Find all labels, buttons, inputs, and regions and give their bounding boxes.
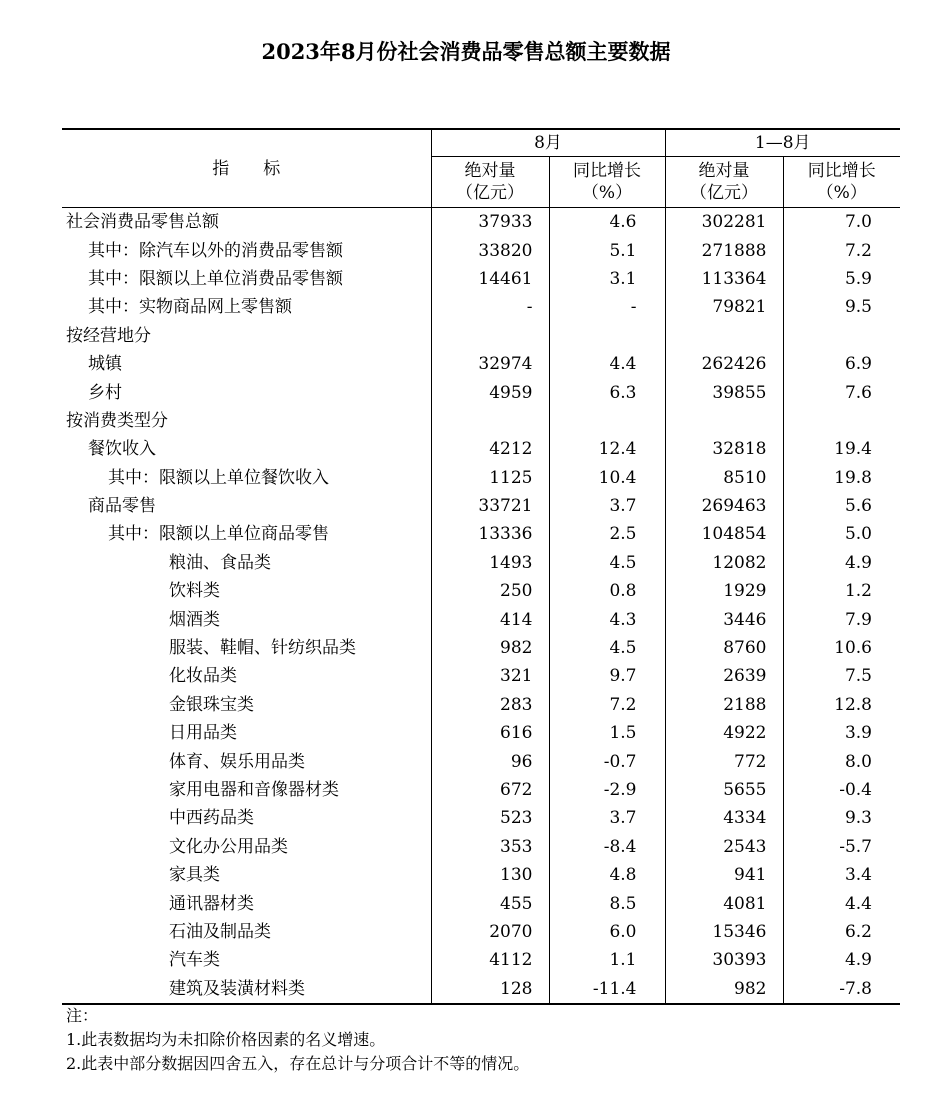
table-row (62, 747, 900, 775)
cell-aug-growth: 1.1 (549, 946, 665, 974)
cell-aug-growth: - (549, 293, 665, 321)
cell-jan-aug-absolute: 2543 (665, 833, 783, 861)
cell-aug-growth: 5.1 (549, 236, 665, 264)
table-row (62, 605, 900, 633)
header-abs-unit: （亿元） (456, 183, 524, 203)
header-abs-unit: （亿元） (690, 183, 758, 203)
cell-jan-aug-growth: 3.9 (783, 719, 900, 747)
cell-aug-growth: 0.8 (549, 577, 665, 605)
cell-aug-growth: 1.5 (549, 719, 665, 747)
cell-jan-aug-growth: -7.8 (783, 975, 900, 1004)
table-row (62, 662, 900, 690)
cell-jan-aug-growth: 7.9 (783, 605, 900, 633)
row-label: 社会消费品零售总额 (66, 212, 219, 233)
header-period-aug: 8月 (431, 129, 665, 157)
row-label: 按经营地分 (66, 325, 151, 346)
page-title: 2023年8月份社会消费品零售总额主要数据 (261, 39, 671, 64)
row-label: 金银珠宝类 (169, 694, 254, 715)
cell-aug-absolute: 523 (431, 804, 549, 832)
row-label: 餐饮收入 (88, 439, 156, 460)
cell-jan-aug-growth: 4.9 (783, 549, 900, 577)
cell-jan-aug-absolute: 941 (665, 861, 783, 889)
table-row (62, 265, 900, 293)
row-label: 体育、娱乐用品类 (169, 751, 305, 772)
cell-aug-growth (549, 322, 665, 350)
cell-aug-absolute: 616 (431, 719, 549, 747)
row-label: 其中：除汽车以外的消费品零售额 (88, 240, 343, 261)
cell-aug-absolute: 13336 (431, 520, 549, 548)
cell-aug-absolute: 455 (431, 889, 549, 917)
row-label: 按消费类型分 (66, 410, 168, 431)
table-row (62, 236, 900, 264)
row-label: 饮料类 (169, 581, 220, 602)
cell-jan-aug-absolute: 8760 (665, 634, 783, 662)
cell-jan-aug-absolute: 79821 (665, 293, 783, 321)
cell-aug-absolute (431, 322, 549, 350)
table-row (62, 719, 900, 747)
header-yoy-aug (549, 157, 665, 208)
cell-jan-aug-absolute (665, 322, 783, 350)
cell-aug-absolute: 414 (431, 605, 549, 633)
table-row (62, 861, 900, 889)
cell-aug-absolute: 4212 (431, 435, 549, 463)
table-row (62, 350, 900, 378)
table-row (62, 322, 900, 350)
cell-aug-absolute: 1125 (431, 464, 549, 492)
note-1: 1.此表数据均为未扣除价格因素的名义增速。 (66, 1030, 386, 1049)
note-2: 2.此表中部分数据因四舍五入，存在总计与分项合计不等的情况。 (66, 1054, 530, 1073)
cell-aug-growth: 4.5 (549, 634, 665, 662)
cell-aug-growth (549, 407, 665, 435)
table-row (62, 833, 900, 861)
header-abs-jan-aug (665, 157, 783, 208)
row-label: 汽车类 (169, 950, 220, 971)
cell-aug-growth: 4.3 (549, 605, 665, 633)
row-label: 石油及制品类 (169, 921, 271, 942)
table-row (62, 464, 900, 492)
table-row (62, 577, 900, 605)
notes-heading: 注： (66, 1006, 99, 1025)
cell-jan-aug-absolute (665, 407, 783, 435)
cell-jan-aug-absolute: 4922 (665, 719, 783, 747)
table-row (62, 804, 900, 832)
cell-jan-aug-absolute: 39855 (665, 378, 783, 406)
cell-jan-aug-absolute: 271888 (665, 236, 783, 264)
cell-aug-absolute: 2070 (431, 918, 549, 946)
cell-jan-aug-growth: 5.0 (783, 520, 900, 548)
cell-aug-absolute: 130 (431, 861, 549, 889)
cell-aug-growth: 3.7 (549, 804, 665, 832)
cell-aug-absolute: - (431, 293, 549, 321)
row-label: 粮油、食品类 (169, 552, 271, 573)
table-row (62, 691, 900, 719)
cell-aug-growth: 4.5 (549, 549, 665, 577)
cell-jan-aug-absolute: 30393 (665, 946, 783, 974)
cell-jan-aug-growth: 19.8 (783, 464, 900, 492)
row-label: 其中：限额以上单位商品零售 (108, 524, 329, 545)
cell-jan-aug-absolute: 12082 (665, 549, 783, 577)
cell-aug-absolute: 14461 (431, 265, 549, 293)
cell-jan-aug-growth: 4.9 (783, 946, 900, 974)
cell-jan-aug-absolute: 104854 (665, 520, 783, 548)
cell-aug-growth: 6.3 (549, 378, 665, 406)
cell-jan-aug-absolute: 302281 (665, 208, 783, 237)
row-label: 通讯器材类 (169, 893, 254, 914)
cell-jan-aug-growth: 19.4 (783, 435, 900, 463)
row-label: 文化办公用品类 (169, 836, 288, 857)
cell-jan-aug-growth: 9.3 (783, 804, 900, 832)
header-abs-aug (431, 157, 549, 208)
cell-aug-absolute: 4112 (431, 946, 549, 974)
cell-jan-aug-growth: 10.6 (783, 634, 900, 662)
row-label: 中西药品类 (169, 808, 254, 829)
cell-aug-growth: -11.4 (549, 975, 665, 1004)
cell-aug-absolute: 1493 (431, 549, 549, 577)
cell-jan-aug-absolute: 3446 (665, 605, 783, 633)
cell-aug-growth: 2.5 (549, 520, 665, 548)
row-label: 日用品类 (169, 723, 237, 744)
cell-jan-aug-absolute: 5655 (665, 776, 783, 804)
table-row (62, 975, 900, 1004)
cell-jan-aug-absolute: 8510 (665, 464, 783, 492)
cell-jan-aug-absolute: 32818 (665, 435, 783, 463)
header-yoy-unit: （%） (581, 183, 633, 203)
cell-jan-aug-absolute: 982 (665, 975, 783, 1004)
cell-jan-aug-growth: 4.4 (783, 889, 900, 917)
cell-jan-aug-growth: 7.5 (783, 662, 900, 690)
cell-aug-absolute: 32974 (431, 350, 549, 378)
cell-aug-growth: -8.4 (549, 833, 665, 861)
row-label: 乡村 (88, 382, 122, 403)
cell-jan-aug-growth: 1.2 (783, 577, 900, 605)
table-row (62, 946, 900, 974)
cell-aug-growth: 3.1 (549, 265, 665, 293)
cell-jan-aug-absolute: 2188 (665, 691, 783, 719)
cell-jan-aug-growth: 8.0 (783, 747, 900, 775)
cell-aug-absolute: 33721 (431, 492, 549, 520)
row-label: 家具类 (169, 865, 220, 886)
cell-aug-growth: -2.9 (549, 776, 665, 804)
cell-jan-aug-growth: -5.7 (783, 833, 900, 861)
table-row (62, 407, 900, 435)
table-row (62, 918, 900, 946)
cell-jan-aug-absolute: 262426 (665, 350, 783, 378)
table-row (62, 435, 900, 463)
cell-jan-aug-growth: 7.6 (783, 378, 900, 406)
cell-aug-growth: 4.4 (549, 350, 665, 378)
cell-jan-aug-growth: 7.2 (783, 236, 900, 264)
cell-aug-growth: 12.4 (549, 435, 665, 463)
cell-jan-aug-absolute: 113364 (665, 265, 783, 293)
cell-jan-aug-absolute: 15346 (665, 918, 783, 946)
table-row (62, 634, 900, 662)
cell-aug-absolute: 250 (431, 577, 549, 605)
header-abs-label: 绝对量 (698, 161, 750, 181)
cell-jan-aug-absolute: 2639 (665, 662, 783, 690)
cell-aug-growth: 7.2 (549, 691, 665, 719)
cell-jan-aug-growth: 12.8 (783, 691, 900, 719)
cell-aug-absolute: 96 (431, 747, 549, 775)
cell-aug-growth: 4.8 (549, 861, 665, 889)
cell-jan-aug-growth (783, 322, 900, 350)
table-row (62, 889, 900, 917)
cell-aug-growth: 4.6 (549, 208, 665, 237)
cell-aug-absolute: 353 (431, 833, 549, 861)
header-yoy-unit: （%） (816, 183, 867, 203)
header-period-jan-aug: 1—8月 (665, 129, 900, 157)
row-label: 其中：限额以上单位餐饮收入 (108, 467, 329, 488)
header-indicator: 指 标 (62, 129, 431, 208)
cell-aug-growth: 10.4 (549, 464, 665, 492)
row-label: 建筑及装潢材料类 (169, 978, 305, 999)
table-row (62, 293, 900, 321)
cell-aug-absolute: 128 (431, 975, 549, 1004)
header-yoy-jan-aug (783, 157, 900, 208)
table-row (62, 520, 900, 548)
table-row (62, 492, 900, 520)
row-label: 化妆品类 (169, 666, 237, 687)
cell-aug-absolute: 321 (431, 662, 549, 690)
row-label: 其中：实物商品网上零售额 (88, 297, 292, 318)
row-label: 其中：限额以上单位消费品零售额 (88, 268, 343, 289)
cell-aug-growth: 8.5 (549, 889, 665, 917)
cell-jan-aug-growth (783, 407, 900, 435)
cell-aug-absolute: 4959 (431, 378, 549, 406)
row-label: 服装、鞋帽、针纺织品类 (169, 638, 356, 659)
row-label: 家用电器和音像器材类 (169, 780, 339, 800)
cell-aug-absolute: 982 (431, 634, 549, 662)
header-yoy-label: 同比增长 (807, 161, 876, 181)
cell-aug-growth: 9.7 (549, 662, 665, 690)
cell-aug-growth: -0.7 (549, 747, 665, 775)
table-row (62, 378, 900, 406)
table-row (62, 208, 900, 237)
cell-aug-absolute: 33820 (431, 236, 549, 264)
notes (66, 1004, 529, 1076)
cell-jan-aug-absolute: 772 (665, 747, 783, 775)
data-table (62, 128, 900, 1005)
row-label: 商品零售 (88, 496, 156, 517)
cell-jan-aug-absolute: 4081 (665, 889, 783, 917)
cell-jan-aug-growth: 3.4 (783, 861, 900, 889)
cell-aug-growth: 6.0 (549, 918, 665, 946)
cell-jan-aug-absolute: 269463 (665, 492, 783, 520)
table-row (62, 776, 900, 804)
row-label: 城镇 (88, 354, 122, 375)
header-abs-label: 绝对量 (464, 161, 516, 181)
cell-aug-growth: 3.7 (549, 492, 665, 520)
cell-jan-aug-growth: 5.9 (783, 265, 900, 293)
cell-jan-aug-growth: 6.2 (783, 918, 900, 946)
cell-aug-absolute (431, 407, 549, 435)
cell-jan-aug-absolute: 4334 (665, 804, 783, 832)
cell-jan-aug-growth: 7.0 (783, 208, 900, 237)
cell-jan-aug-growth: 5.6 (783, 492, 900, 520)
row-label: 烟酒类 (169, 609, 220, 630)
cell-jan-aug-absolute: 1929 (665, 577, 783, 605)
cell-aug-absolute: 672 (431, 776, 549, 804)
table-row (62, 549, 900, 577)
cell-jan-aug-growth: 6.9 (783, 350, 900, 378)
cell-jan-aug-growth: -0.4 (783, 776, 900, 804)
cell-aug-absolute: 283 (431, 691, 549, 719)
header-yoy-label: 同比增长 (573, 161, 641, 181)
cell-jan-aug-growth: 9.5 (783, 293, 900, 321)
cell-aug-absolute: 37933 (431, 208, 549, 237)
